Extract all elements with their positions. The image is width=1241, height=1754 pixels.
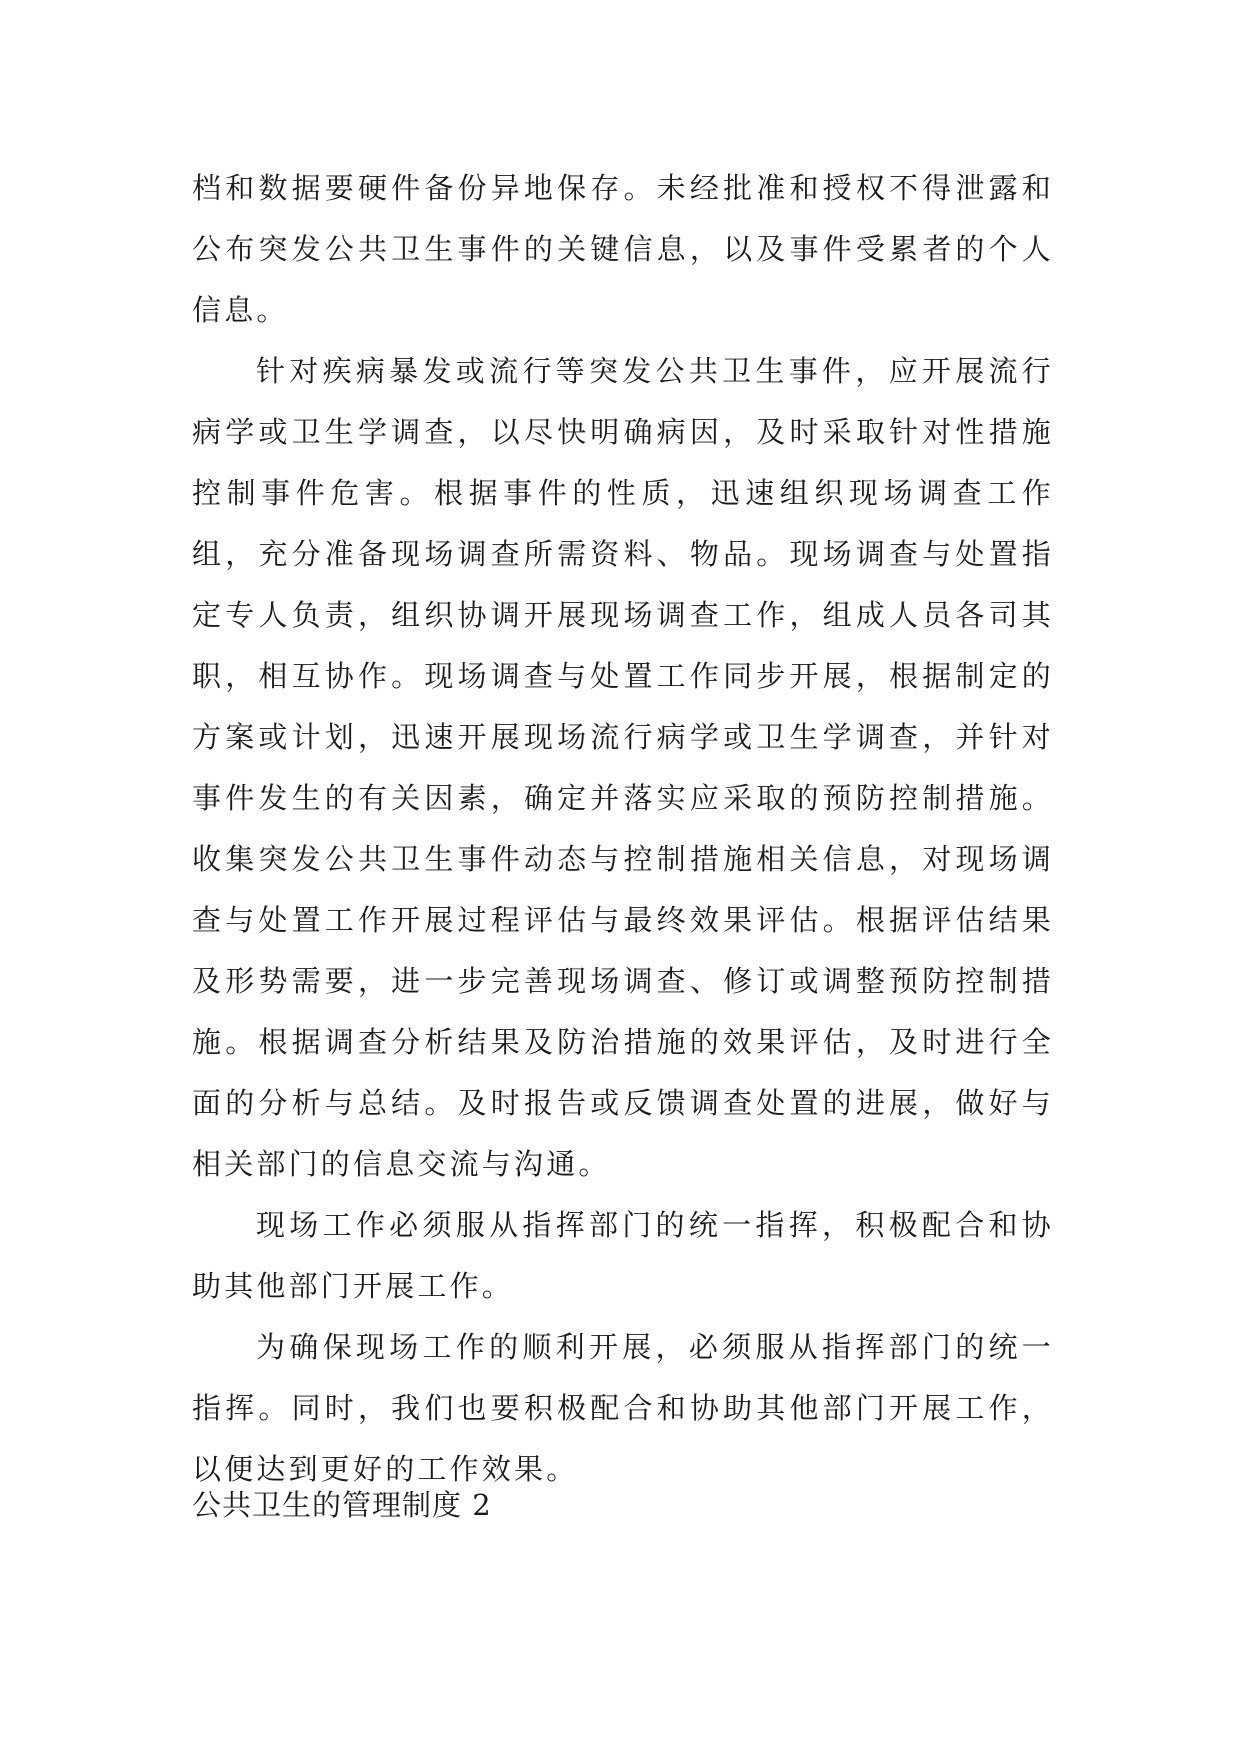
body-text: [192, 158, 1054, 1500]
paragraph-3: 现场工作必须服从指挥部门的统一指挥，积极配合和协助其他部门开展工作。: [192, 1208, 1054, 1303]
section-title: 公共卫生的管理制度 2: [192, 1488, 492, 1522]
paragraph-4: 为确保现场工作的顺利开展，必须服从指挥部门的统一指挥。同时，我们也要积极配合和协助其他部门开展工作，以便达到更好的工作效果。: [192, 1330, 1054, 1486]
paragraph-2: 针对疾病暴发或流行等突发公共卫生事件，应开展流行病学或卫生学调查，以尽快明确病因，及时采取针对性措施控制事件危害。根据事件的性质，迅速组织现场调查工作组，充分准备现场调查所需资料、物品。现场调查与处置指定专人负责，组织协调开展现场调查工作，组成人员各司其职，相互协作。现场调查与处置工作同步开展，根据制定的方案或计划，迅速开展现场流行病学或卫生学调查，并针对事件发生的有关因素，确定并落实应采取的预防控制措施。收集突发公共卫生事件动态与控制措施相关信息，对现场调查与处置工作开展过程评估与最终效果评估。根据评估结果及形势需要，进一步完善现场调查、修订或调整预防控制措施。根据调查分析结果及防治措施的效果评估，及时进行全面的分析与总结。及时报告或反馈调查处置的进展，做好与相关部门的信息交流与沟通。: [192, 354, 1054, 1181]
paragraph-1: 档和数据要硬件备份异地保存。未经批准和授权不得泄露和公布突发公共卫生事件的关键信息，以及事件受累者的个人信息。: [192, 171, 1054, 327]
